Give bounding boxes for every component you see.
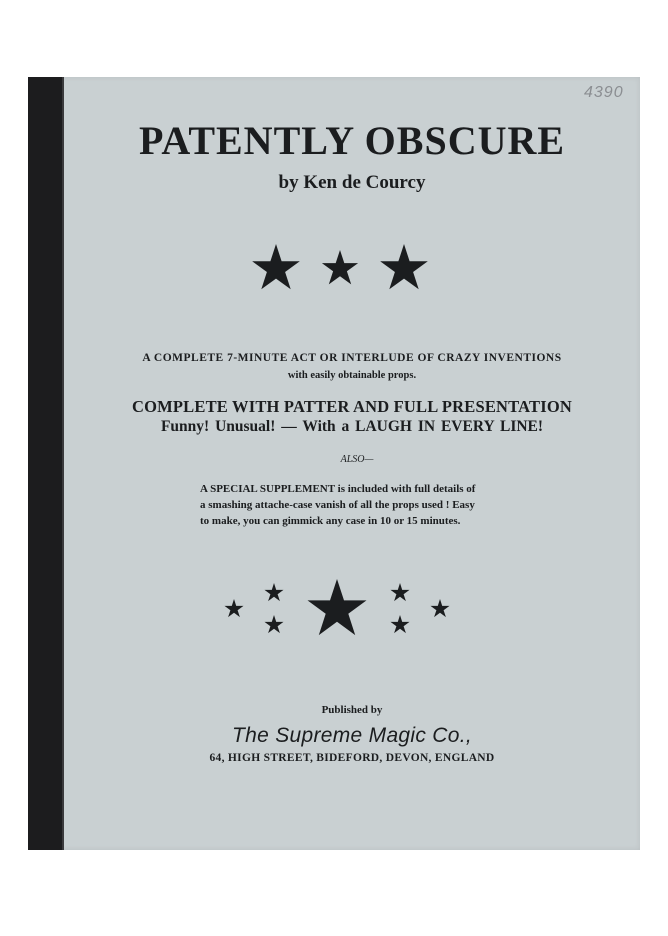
tagline: Funny! Unusual! — With a LAUGH IN EVERY LINE! [160,418,544,435]
description-line: A COMPLETE 7-MINUTE ACT OR INTERLUDE OF CRAZY INVENTIONS [142,352,562,364]
supplement-text [200,481,490,529]
book-author: by Ken de Courcy [278,172,426,193]
star-icon [252,244,300,289]
publisher-address: 64, HIGH STREET, BIDEFORD, DEVON, ENGLAND [209,752,495,764]
star-icon [225,599,244,617]
publisher-name: The Supreme Magic Co., [231,724,473,747]
book-title: PATENTLY OBSCURE [138,118,566,163]
props-note: with easily obtainable props. [287,370,417,381]
headline: COMPLETE WITH PATTER AND FULL PRESENTATION [131,397,573,416]
star-icon [308,579,367,635]
supplement-line: A SPECIAL SUPPLEMENT is included with full details of [200,483,476,495]
supplement-line: to make, you can gimmick any case in 10 or 15 minutes. [200,515,461,527]
star-icon [391,583,410,601]
star-icon [265,615,284,633]
star-icon [265,583,284,601]
pencil-note: 4390 [584,84,624,101]
star-icon [391,615,410,633]
also-label: ALSO— [340,454,374,465]
book-cover [28,77,640,850]
star-icon [322,250,358,284]
supplement-line: a smashing attache-case vanish of all the props used ! Easy [200,499,475,511]
star-icon [380,244,428,289]
star-icon [431,599,450,617]
published-by-label: Published by [321,704,383,716]
